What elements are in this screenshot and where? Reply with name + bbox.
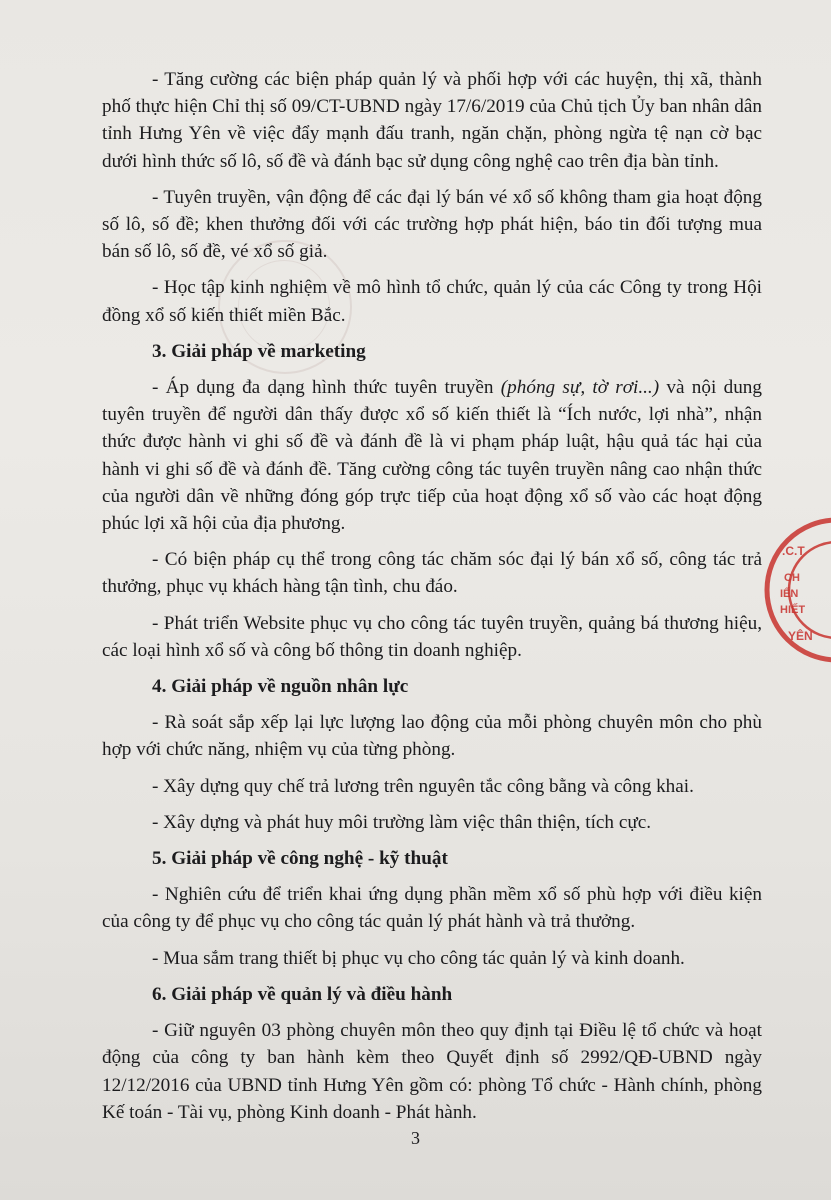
text-span: và nội dung tuyên truyền để người dân thấy được xổ số kiến thiết là “Ích nước, lợi nhà”, nhận thức được hành vi ghi số đề và đánh đề là vi phạm pháp luật, hậu quả tác hại của hành vi ghi số đề và đánh đề. Tăng cường công tác tuyên truyền nâng cao nhận thức của người dân về những đóng góp trực tiếp của hoạt động xổ số vào các hoạt động phúc lợi xã hội của địa phương. [102, 377, 762, 535]
paragraph-agent-care: - Có biện pháp cụ thể trong công tác chăm sóc đại lý bán xổ số, công tác trả thưởng, phục vụ khách hàng tận tình, chu đáo. [102, 549, 762, 598]
svg-text:IẾN: IẾN [780, 588, 799, 600]
heading-marketing-solutions: 3. Giải pháp về marketing [152, 340, 366, 362]
svg-text:.C.T: .C.T [782, 544, 805, 558]
paragraph-salary-policy: - Xây dựng quy chế trả lương trên nguyên tắc công bằng và công khai. [152, 775, 694, 797]
paragraph-staff-review: - Rà soát sắp xếp lại lực lượng lao động của mỗi phòng chuyên môn cho phù hợp với chức năng, nhiệm vụ của từng phòng. [102, 712, 762, 761]
heading-management: 6. Giải pháp về quản lý và điều hành [152, 983, 453, 1005]
italic-note: (phóng sự, tờ rơi...) [500, 377, 660, 399]
paragraph-learning-experience: - Học tập kinh nghiệm về mô hình tổ chức, quản lý của các Công ty trong Hội đồng xổ số kiến thiết miền Bắc. [102, 277, 762, 326]
heading-human-resources: 4. Giải pháp về nguồn nhân lực [152, 676, 409, 698]
paragraph-agent-propaganda: - Tuyên truyền, vận động để các đại lý bán vé xổ số không tham gia hoạt động số lô, số đề; khen thưởng đối với các trường hợp phát hiện, báo tin đối tượng mua bán số lô, số đề, vé xổ số giả. [102, 186, 762, 263]
paragraph-website: - Phát triển Website phục vụ cho công tác tuyên truyền, quảng bá thương hiệu, các loại hình xổ số và công bố thông tin doanh nghiệp. [102, 612, 762, 661]
heading-technology: 5. Giải pháp về công nghệ - kỹ thuật [152, 848, 448, 870]
paragraph-departments: - Giữ nguyên 03 phòng chuyên môn theo quy định tại Điều lệ tổ chức và hoạt động của công ty ban hành kèm theo Quyết định số 2992/QĐ-UBND ngày 12/12/2016 của UBND tỉnh Hưng Yên gồm có: phòng Tổ chức - Hành chính, phòng Kế toán - Tài vụ, phòng Kinh doanh - Phát hành. [102, 1020, 762, 1123]
paragraph-software-research: - Nghiên cứu để triển khai ứng dụng phần mềm xổ số phù hợp với điều kiện của công ty để phục vụ cho công tác quản lý phát hành và trả thưởng. [102, 884, 762, 933]
text-span: - Áp dụng đa dạng hình thức tuyên truyền [152, 377, 501, 399]
company-stamp [762, 515, 831, 665]
svg-text:CH: CH [784, 572, 800, 584]
paragraph-work-environment: - Xây dựng và phát huy môi trường làm việc thân thiện, tích cực. [152, 811, 652, 833]
paragraph-marketing-propaganda [102, 374, 762, 537]
document-body [102, 66, 762, 1135]
svg-text:YÊN: YÊN [788, 629, 813, 643]
svg-text:HIẾT: HIẾT [780, 604, 806, 616]
paragraph-coordination-measures: - Tăng cường các biện pháp quản lý và phối hợp với các huyện, thị xã, thành phố thực hiện Chỉ thị số 09/CT-UBND ngày 17/6/2019 của Chủ tịch Ủy ban nhân dân tỉnh Hưng Yên về việc đẩy mạnh đấu tranh, ngăn chặn, phòng ngừa tệ nạn cờ bạc dưới hình thức số lô, số đề và đánh bạc sử dụng công nghệ cao trên địa bàn tỉnh. [102, 69, 762, 172]
page-number: 3 [411, 1128, 420, 1148]
paragraph-equipment: - Mua sắm trang thiết bị phục vụ cho công tác quản lý và kinh doanh. [152, 947, 685, 969]
